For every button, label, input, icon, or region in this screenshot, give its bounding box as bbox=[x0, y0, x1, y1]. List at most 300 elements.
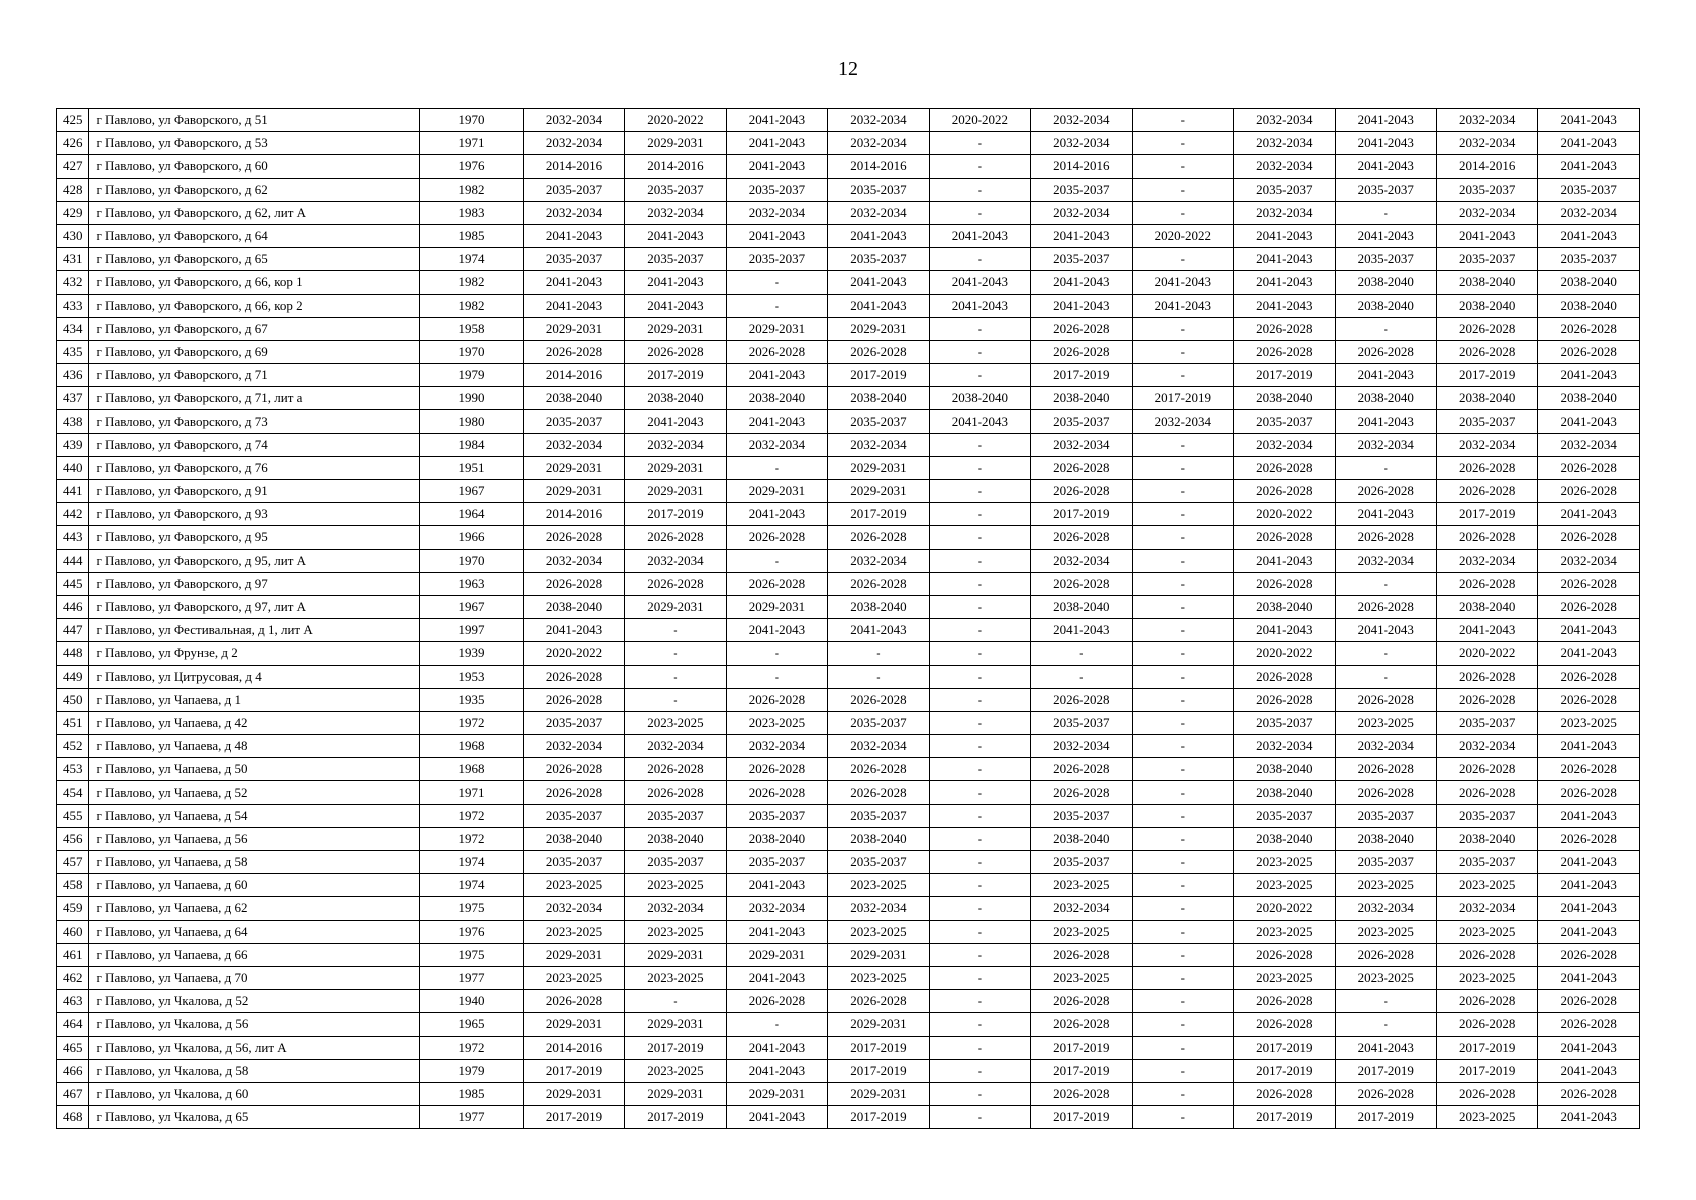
row-number-cell: 468 bbox=[57, 1106, 89, 1129]
address-cell: г Павлово, ул Фаворского, д 51 bbox=[89, 109, 420, 132]
year-range-cell: 2023-2025 bbox=[1335, 920, 1436, 943]
year-range-cell: 2032-2034 bbox=[1031, 735, 1132, 758]
year-range-cell: 2035-2037 bbox=[1335, 178, 1436, 201]
row-number-cell: 462 bbox=[57, 966, 89, 989]
year-range-cell: - bbox=[1132, 897, 1233, 920]
year-range-cell: 2041-2043 bbox=[726, 410, 827, 433]
year-range-cell: - bbox=[929, 433, 1030, 456]
year-range-cell: 2041-2043 bbox=[929, 224, 1030, 247]
year-range-cell: - bbox=[726, 642, 827, 665]
build-year-cell: 1971 bbox=[420, 132, 524, 155]
year-range-cell: - bbox=[1132, 966, 1233, 989]
year-range-cell: 2026-2028 bbox=[726, 340, 827, 363]
year-range-cell: - bbox=[1132, 503, 1233, 526]
row-number-cell: 455 bbox=[57, 804, 89, 827]
row-number-cell: 451 bbox=[57, 711, 89, 734]
year-range-cell: - bbox=[1132, 874, 1233, 897]
year-range-cell: 2035-2037 bbox=[1436, 410, 1537, 433]
row-number-cell: 452 bbox=[57, 735, 89, 758]
year-range-cell: - bbox=[1132, 619, 1233, 642]
address-cell: г Павлово, ул Фаворского, д 60 bbox=[89, 155, 420, 178]
year-range-cell: 2035-2037 bbox=[625, 178, 726, 201]
year-range-cell: 2026-2028 bbox=[625, 526, 726, 549]
year-range-cell: 2032-2034 bbox=[1335, 735, 1436, 758]
year-range-cell: - bbox=[1132, 943, 1233, 966]
year-range-cell: 2041-2043 bbox=[1335, 109, 1436, 132]
year-range-cell: 2041-2043 bbox=[523, 271, 624, 294]
year-range-cell: 2026-2028 bbox=[1234, 1082, 1335, 1105]
row-number-cell: 459 bbox=[57, 897, 89, 920]
year-range-cell: 2017-2019 bbox=[625, 1036, 726, 1059]
year-range-cell: 2035-2037 bbox=[523, 711, 624, 734]
build-year-cell: 1985 bbox=[420, 1082, 524, 1105]
row-number-cell: 447 bbox=[57, 619, 89, 642]
year-range-cell: 2023-2025 bbox=[1436, 1106, 1537, 1129]
year-range-cell: 2032-2034 bbox=[828, 735, 929, 758]
year-range-cell: - bbox=[929, 248, 1030, 271]
row-number-cell: 429 bbox=[57, 201, 89, 224]
address-cell: г Павлово, ул Чапаева, д 52 bbox=[89, 781, 420, 804]
year-range-cell: - bbox=[929, 688, 1030, 711]
year-range-cell: 2029-2031 bbox=[523, 1013, 624, 1036]
year-range-cell: 2023-2025 bbox=[523, 920, 624, 943]
year-range-cell: 2032-2034 bbox=[523, 897, 624, 920]
year-range-cell: 2035-2037 bbox=[1031, 851, 1132, 874]
year-range-cell: 2032-2034 bbox=[1031, 132, 1132, 155]
year-range-cell: - bbox=[625, 665, 726, 688]
year-range-cell: 2026-2028 bbox=[1234, 665, 1335, 688]
year-range-cell: 2026-2028 bbox=[726, 781, 827, 804]
year-range-cell: 2017-2019 bbox=[1436, 1036, 1537, 1059]
table-row bbox=[57, 874, 1640, 897]
year-range-cell: 2026-2028 bbox=[1436, 688, 1537, 711]
year-range-cell: 2017-2019 bbox=[1234, 1106, 1335, 1129]
year-range-cell: - bbox=[929, 851, 1030, 874]
year-range-cell: - bbox=[1335, 665, 1436, 688]
year-range-cell: 2026-2028 bbox=[828, 990, 929, 1013]
build-year-cell: 1966 bbox=[420, 526, 524, 549]
year-range-cell: 2032-2034 bbox=[523, 735, 624, 758]
year-range-cell: 2023-2025 bbox=[1436, 966, 1537, 989]
year-range-cell: - bbox=[929, 920, 1030, 943]
row-number-cell: 439 bbox=[57, 433, 89, 456]
table-row bbox=[57, 317, 1640, 340]
row-number-cell: 442 bbox=[57, 503, 89, 526]
year-range-cell: 2038-2040 bbox=[1234, 758, 1335, 781]
table-row bbox=[57, 966, 1640, 989]
year-range-cell: 2041-2043 bbox=[1538, 364, 1640, 387]
year-range-cell: 2026-2028 bbox=[1234, 990, 1335, 1013]
table-row bbox=[57, 155, 1640, 178]
year-range-cell: 2032-2034 bbox=[1436, 433, 1537, 456]
year-range-cell: 2038-2040 bbox=[1335, 387, 1436, 410]
year-range-cell: 2041-2043 bbox=[726, 920, 827, 943]
year-range-cell: 2026-2028 bbox=[726, 526, 827, 549]
year-range-cell: 2038-2040 bbox=[1234, 827, 1335, 850]
year-range-cell: 2038-2040 bbox=[1234, 595, 1335, 618]
year-range-cell: 2035-2037 bbox=[1031, 248, 1132, 271]
year-range-cell: 2041-2043 bbox=[1234, 224, 1335, 247]
year-range-cell: 2041-2043 bbox=[1335, 410, 1436, 433]
build-year-cell: 1977 bbox=[420, 1106, 524, 1129]
table-row bbox=[57, 456, 1640, 479]
address-cell: г Павлово, ул Чапаева, д 42 bbox=[89, 711, 420, 734]
year-range-cell: - bbox=[929, 804, 1030, 827]
build-year-cell: 1979 bbox=[420, 364, 524, 387]
year-range-cell: 2023-2025 bbox=[523, 966, 624, 989]
year-range-cell: 2029-2031 bbox=[523, 943, 624, 966]
year-range-cell: - bbox=[1132, 317, 1233, 340]
row-number-cell: 444 bbox=[57, 549, 89, 572]
year-range-cell: 2032-2034 bbox=[625, 897, 726, 920]
year-range-cell: 2041-2043 bbox=[726, 966, 827, 989]
build-year-cell: 1997 bbox=[420, 619, 524, 642]
year-range-cell: - bbox=[1132, 642, 1233, 665]
table-row bbox=[57, 248, 1640, 271]
row-number-cell: 425 bbox=[57, 109, 89, 132]
year-range-cell: 2032-2034 bbox=[1234, 433, 1335, 456]
year-range-cell: 2035-2037 bbox=[1031, 804, 1132, 827]
build-year-cell: 1951 bbox=[420, 456, 524, 479]
year-range-cell: 2017-2019 bbox=[1335, 1059, 1436, 1082]
year-range-cell: 2023-2025 bbox=[1335, 874, 1436, 897]
year-range-cell: 2026-2028 bbox=[1031, 456, 1132, 479]
table-row bbox=[57, 364, 1640, 387]
row-number-cell: 465 bbox=[57, 1036, 89, 1059]
table-row bbox=[57, 480, 1640, 503]
year-range-cell: - bbox=[1132, 248, 1233, 271]
year-range-cell: 2041-2043 bbox=[726, 224, 827, 247]
address-cell: г Павлово, ул Чкалова, д 52 bbox=[89, 990, 420, 1013]
year-range-cell: 2026-2028 bbox=[1234, 317, 1335, 340]
year-range-cell: 2038-2040 bbox=[625, 827, 726, 850]
year-range-cell: - bbox=[1132, 480, 1233, 503]
year-range-cell: 2026-2028 bbox=[1538, 688, 1640, 711]
table-row bbox=[57, 294, 1640, 317]
year-range-cell: 2026-2028 bbox=[1031, 1082, 1132, 1105]
year-range-cell: 2032-2034 bbox=[1436, 109, 1537, 132]
row-number-cell: 453 bbox=[57, 758, 89, 781]
year-range-cell: 2023-2025 bbox=[726, 711, 827, 734]
row-number-cell: 464 bbox=[57, 1013, 89, 1036]
year-range-cell: 2026-2028 bbox=[1538, 480, 1640, 503]
year-range-cell: 2017-2019 bbox=[1031, 1106, 1132, 1129]
year-range-cell: 2026-2028 bbox=[523, 990, 624, 1013]
year-range-cell: 2038-2040 bbox=[1538, 387, 1640, 410]
row-number-cell: 437 bbox=[57, 387, 89, 410]
year-range-cell: - bbox=[1335, 990, 1436, 1013]
build-year-cell: 1982 bbox=[420, 178, 524, 201]
year-range-cell: 2041-2043 bbox=[1132, 294, 1233, 317]
year-range-cell: 2026-2028 bbox=[523, 340, 624, 363]
year-range-cell: 2026-2028 bbox=[1436, 340, 1537, 363]
year-range-cell: 2020-2022 bbox=[625, 109, 726, 132]
year-range-cell: 2029-2031 bbox=[726, 317, 827, 340]
year-range-cell: - bbox=[929, 572, 1030, 595]
year-range-cell: - bbox=[1132, 1013, 1233, 1036]
year-range-cell: 2032-2034 bbox=[523, 201, 624, 224]
address-cell: г Павлово, ул Чапаева, д 66 bbox=[89, 943, 420, 966]
year-range-cell: 2026-2028 bbox=[1436, 990, 1537, 1013]
address-cell: г Павлово, ул Фаворского, д 67 bbox=[89, 317, 420, 340]
year-range-cell: - bbox=[929, 990, 1030, 1013]
year-range-cell: 2023-2025 bbox=[1031, 920, 1132, 943]
year-range-cell: - bbox=[929, 155, 1030, 178]
year-range-cell: 2023-2025 bbox=[1436, 920, 1537, 943]
year-range-cell: 2041-2043 bbox=[828, 271, 929, 294]
year-range-cell: 2038-2040 bbox=[625, 387, 726, 410]
year-range-cell: 2026-2028 bbox=[1436, 456, 1537, 479]
build-year-cell: 1958 bbox=[420, 317, 524, 340]
year-range-cell: - bbox=[1132, 595, 1233, 618]
year-range-cell: - bbox=[929, 897, 1030, 920]
year-range-cell: 2029-2031 bbox=[523, 1082, 624, 1105]
table-row bbox=[57, 619, 1640, 642]
year-range-cell: 2026-2028 bbox=[1031, 317, 1132, 340]
year-range-cell: 2020-2022 bbox=[1132, 224, 1233, 247]
year-range-cell: 2038-2040 bbox=[1436, 827, 1537, 850]
build-year-cell: 1939 bbox=[420, 642, 524, 665]
year-range-cell: 2038-2040 bbox=[1031, 387, 1132, 410]
row-number-cell: 449 bbox=[57, 665, 89, 688]
year-range-cell: 2032-2034 bbox=[1538, 549, 1640, 572]
build-year-cell: 1975 bbox=[420, 897, 524, 920]
year-range-cell: 2032-2034 bbox=[828, 897, 929, 920]
year-range-cell: 2014-2016 bbox=[523, 155, 624, 178]
year-range-cell: - bbox=[828, 665, 929, 688]
year-range-cell: - bbox=[929, 874, 1030, 897]
year-range-cell: 2029-2031 bbox=[828, 1013, 929, 1036]
year-range-cell: 2017-2019 bbox=[1031, 1036, 1132, 1059]
year-range-cell: 2032-2034 bbox=[625, 549, 726, 572]
build-year-cell: 1935 bbox=[420, 688, 524, 711]
year-range-cell: - bbox=[929, 178, 1030, 201]
year-range-cell: 2032-2034 bbox=[828, 433, 929, 456]
table-row bbox=[57, 688, 1640, 711]
table-row bbox=[57, 758, 1640, 781]
year-range-cell: 2038-2040 bbox=[1436, 294, 1537, 317]
year-range-cell: - bbox=[929, 526, 1030, 549]
year-range-cell: - bbox=[929, 781, 1030, 804]
row-number-cell: 457 bbox=[57, 851, 89, 874]
year-range-cell: 2023-2025 bbox=[1031, 874, 1132, 897]
address-cell: г Павлово, ул Фаворского, д 95, лит А bbox=[89, 549, 420, 572]
address-cell: г Павлово, ул Фаворского, д 62 bbox=[89, 178, 420, 201]
table-row bbox=[57, 735, 1640, 758]
year-range-cell: 2035-2037 bbox=[1234, 804, 1335, 827]
year-range-cell: - bbox=[929, 1082, 1030, 1105]
year-range-cell: - bbox=[929, 711, 1030, 734]
year-range-cell: - bbox=[1132, 688, 1233, 711]
year-range-cell: 2017-2019 bbox=[828, 503, 929, 526]
year-range-cell: 2038-2040 bbox=[1436, 595, 1537, 618]
build-year-cell: 1977 bbox=[420, 966, 524, 989]
year-range-cell: 2026-2028 bbox=[1538, 572, 1640, 595]
row-number-cell: 428 bbox=[57, 178, 89, 201]
address-cell: г Павлово, ул Фаворского, д 71, лит а bbox=[89, 387, 420, 410]
build-year-cell: 1976 bbox=[420, 920, 524, 943]
year-range-cell: 2023-2025 bbox=[1538, 711, 1640, 734]
year-range-cell: 2023-2025 bbox=[625, 966, 726, 989]
year-range-cell: 2041-2043 bbox=[1538, 642, 1640, 665]
year-range-cell: 2017-2019 bbox=[1132, 387, 1233, 410]
year-range-cell: - bbox=[726, 294, 827, 317]
row-number-cell: 450 bbox=[57, 688, 89, 711]
address-cell: г Павлово, ул Чапаева, д 54 bbox=[89, 804, 420, 827]
year-range-cell: 2041-2043 bbox=[726, 109, 827, 132]
table-row bbox=[57, 642, 1640, 665]
row-number-cell: 430 bbox=[57, 224, 89, 247]
build-year-cell: 1968 bbox=[420, 758, 524, 781]
year-range-cell: 2038-2040 bbox=[828, 595, 929, 618]
year-range-cell: 2026-2028 bbox=[523, 526, 624, 549]
year-range-cell: - bbox=[1132, 781, 1233, 804]
table-row bbox=[57, 990, 1640, 1013]
year-range-cell: 2026-2028 bbox=[1335, 688, 1436, 711]
year-range-cell: 2035-2037 bbox=[828, 248, 929, 271]
build-year-cell: 1972 bbox=[420, 827, 524, 850]
year-range-cell: 2035-2037 bbox=[1031, 410, 1132, 433]
row-number-cell: 440 bbox=[57, 456, 89, 479]
year-range-cell: 2026-2028 bbox=[1538, 827, 1640, 850]
year-range-cell: 2041-2043 bbox=[625, 294, 726, 317]
build-year-cell: 1967 bbox=[420, 480, 524, 503]
year-range-cell: 2026-2028 bbox=[1031, 526, 1132, 549]
year-range-cell: 2041-2043 bbox=[1538, 920, 1640, 943]
year-range-cell: 2041-2043 bbox=[726, 132, 827, 155]
table-body bbox=[57, 109, 1640, 1129]
address-cell: г Павлово, ул Чкалова, д 60 bbox=[89, 1082, 420, 1105]
year-range-cell: 2032-2034 bbox=[1436, 201, 1537, 224]
build-year-cell: 1974 bbox=[420, 851, 524, 874]
year-range-cell: 2041-2043 bbox=[726, 503, 827, 526]
year-range-cell: 2026-2028 bbox=[1436, 526, 1537, 549]
address-cell: г Павлово, ул Фаворского, д 66, кор 1 bbox=[89, 271, 420, 294]
year-range-cell: 2023-2025 bbox=[828, 966, 929, 989]
build-year-cell: 1980 bbox=[420, 410, 524, 433]
year-range-cell: 2038-2040 bbox=[523, 827, 624, 850]
build-year-cell: 1975 bbox=[420, 943, 524, 966]
build-year-cell: 1972 bbox=[420, 711, 524, 734]
year-range-cell: 2038-2040 bbox=[523, 595, 624, 618]
year-range-cell: 2041-2043 bbox=[1538, 851, 1640, 874]
year-range-cell: 2041-2043 bbox=[726, 1036, 827, 1059]
year-range-cell: 2029-2031 bbox=[828, 1082, 929, 1105]
year-range-cell: 2020-2022 bbox=[1436, 642, 1537, 665]
year-range-cell: 2041-2043 bbox=[1538, 874, 1640, 897]
year-range-cell: - bbox=[625, 688, 726, 711]
table-row bbox=[57, 271, 1640, 294]
year-range-cell: 2029-2031 bbox=[828, 943, 929, 966]
year-range-cell: 2023-2025 bbox=[828, 920, 929, 943]
year-range-cell: 2029-2031 bbox=[625, 456, 726, 479]
year-range-cell: 2026-2028 bbox=[1031, 758, 1132, 781]
year-range-cell: 2032-2034 bbox=[1335, 549, 1436, 572]
year-range-cell: 2026-2028 bbox=[1234, 1013, 1335, 1036]
year-range-cell: 2017-2019 bbox=[1234, 1059, 1335, 1082]
year-range-cell: 2026-2028 bbox=[1031, 688, 1132, 711]
year-range-cell: 2041-2043 bbox=[1538, 966, 1640, 989]
year-range-cell: 2029-2031 bbox=[828, 317, 929, 340]
build-year-cell: 1974 bbox=[420, 874, 524, 897]
year-range-cell: - bbox=[1132, 804, 1233, 827]
year-range-cell: 2026-2028 bbox=[1538, 758, 1640, 781]
year-range-cell: - bbox=[929, 1106, 1030, 1129]
year-range-cell: 2032-2034 bbox=[1538, 201, 1640, 224]
year-range-cell: 2029-2031 bbox=[726, 943, 827, 966]
address-cell: г Павлово, ул Чкалова, д 58 bbox=[89, 1059, 420, 1082]
year-range-cell: 2038-2040 bbox=[1335, 271, 1436, 294]
year-range-cell: 2035-2037 bbox=[1335, 851, 1436, 874]
year-range-cell: 2041-2043 bbox=[828, 619, 929, 642]
table-row bbox=[57, 526, 1640, 549]
year-range-cell: - bbox=[1132, 155, 1233, 178]
row-number-cell: 448 bbox=[57, 642, 89, 665]
year-range-cell: 2026-2028 bbox=[828, 758, 929, 781]
year-range-cell: 2038-2040 bbox=[523, 387, 624, 410]
year-range-cell: 2026-2028 bbox=[1335, 943, 1436, 966]
year-range-cell: 2041-2043 bbox=[1335, 364, 1436, 387]
year-range-cell: - bbox=[929, 317, 1030, 340]
year-range-cell: 2035-2037 bbox=[828, 410, 929, 433]
year-range-cell: - bbox=[929, 665, 1030, 688]
year-range-cell: 2026-2028 bbox=[523, 688, 624, 711]
build-year-cell: 1971 bbox=[420, 781, 524, 804]
row-number-cell: 443 bbox=[57, 526, 89, 549]
year-range-cell: - bbox=[1132, 758, 1233, 781]
build-year-cell: 1982 bbox=[420, 294, 524, 317]
year-range-cell: 2026-2028 bbox=[1031, 572, 1132, 595]
address-cell: г Павлово, ул Чкалова, д 65 bbox=[89, 1106, 420, 1129]
table-row bbox=[57, 827, 1640, 850]
year-range-cell: 2038-2040 bbox=[1436, 387, 1537, 410]
address-cell: г Павлово, ул Фестивальная, д 1, лит А bbox=[89, 619, 420, 642]
build-year-cell: 1940 bbox=[420, 990, 524, 1013]
year-range-cell: 2041-2043 bbox=[929, 271, 1030, 294]
year-range-cell: 2026-2028 bbox=[1031, 943, 1132, 966]
year-range-cell: 2029-2031 bbox=[625, 480, 726, 503]
year-range-cell: 2035-2037 bbox=[523, 248, 624, 271]
year-range-cell: 2023-2025 bbox=[1031, 966, 1132, 989]
address-cell: г Павлово, ул Чапаева, д 48 bbox=[89, 735, 420, 758]
year-range-cell: - bbox=[828, 642, 929, 665]
build-year-cell: 1972 bbox=[420, 1036, 524, 1059]
year-range-cell: 2017-2019 bbox=[1436, 1059, 1537, 1082]
row-number-cell: 435 bbox=[57, 340, 89, 363]
year-range-cell: 2032-2034 bbox=[1132, 410, 1233, 433]
year-range-cell: - bbox=[1031, 665, 1132, 688]
year-range-cell: 2026-2028 bbox=[625, 572, 726, 595]
year-range-cell: 2038-2040 bbox=[1031, 595, 1132, 618]
year-range-cell: 2026-2028 bbox=[828, 688, 929, 711]
year-range-cell: 2032-2034 bbox=[1436, 132, 1537, 155]
year-range-cell: 2032-2034 bbox=[1335, 897, 1436, 920]
year-range-cell: 2026-2028 bbox=[1335, 595, 1436, 618]
year-range-cell: 2026-2028 bbox=[1234, 572, 1335, 595]
year-range-cell: 2026-2028 bbox=[625, 781, 726, 804]
year-range-cell: 2035-2037 bbox=[1436, 248, 1537, 271]
year-range-cell: 2029-2031 bbox=[726, 595, 827, 618]
address-cell: г Павлово, ул Чапаева, д 56 bbox=[89, 827, 420, 850]
year-range-cell: 2017-2019 bbox=[523, 1059, 624, 1082]
year-range-cell: - bbox=[1335, 317, 1436, 340]
year-range-cell: 2029-2031 bbox=[828, 456, 929, 479]
year-range-cell: 2041-2043 bbox=[1538, 410, 1640, 433]
address-cell: г Павлово, ул Чкалова, д 56, лит А bbox=[89, 1036, 420, 1059]
year-range-cell: 2026-2028 bbox=[1436, 480, 1537, 503]
row-number-cell: 461 bbox=[57, 943, 89, 966]
year-range-cell: 2017-2019 bbox=[1436, 503, 1537, 526]
